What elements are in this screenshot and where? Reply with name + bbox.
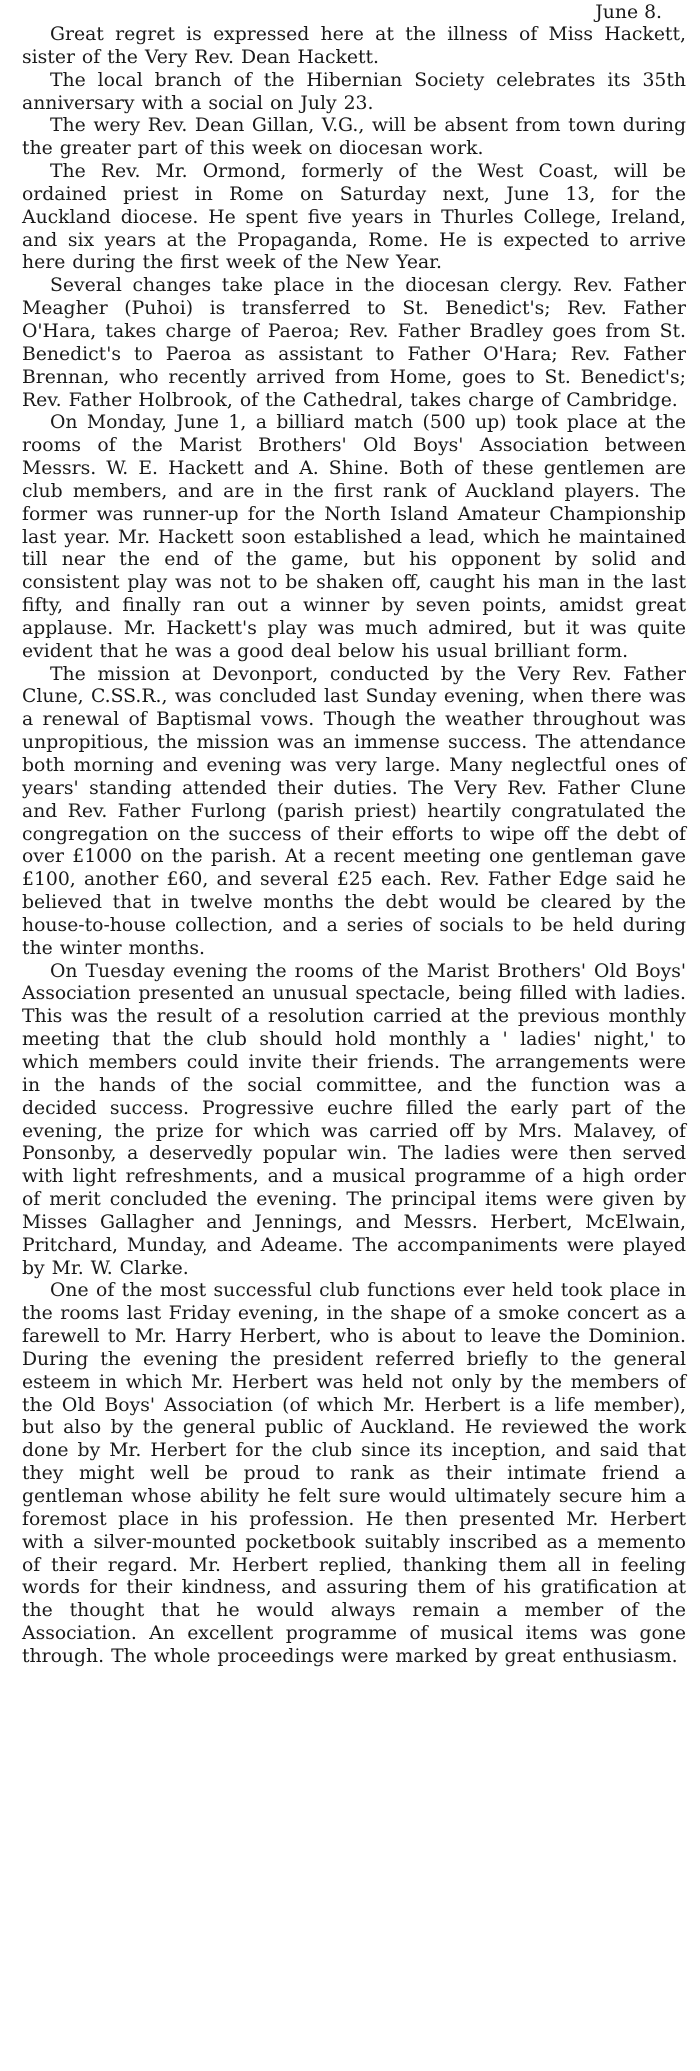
paragraph-clergy-changes: Several changes take place in the diocesan clergy. Rev. Father Meagher (Puhoi) is transferred to St. Benedict's; Rev. Father O'Hara, takes charge of Paeroa; Rev. Father Bradley goes from St. Benedict's to Paeroa as assistant to Father O'Hara; Rev. Father Brennan, who recently arrived from Home, goes to St. Benedict's; Rev. Father Holbrook, of the Cathedral, takes charge of Cambridge.	[22, 275, 686, 411]
paragraph-hibernian-society: The local branch of the Hibernian Society celebrates its 35th anniversary with a social on July 23.	[22, 69, 686, 114]
paragraph-rev-ormond: The Rev. Mr. Ormond, formerly of the West Coast, will be ordained priest in Rome on Saturday next, June 13, for the Auckland diocese. He spent five years in Thurles College, Ireland, and six years at the Propaganda, Rome. He is expected to arrive here during the first week of the New Year.	[22, 161, 686, 274]
paragraph-billiard-match: On Monday, June 1, a billiard match (500 up) took place at the rooms of the Marist Brothers' Old Boys' Association between Messrs. W. E. Hackett and A. Shine. Both of these gentlemen are club members, and are in the first rank of Auckland players. The former was runner-up for the North Island Amateur Championship last year. Mr. Hackett soon established a lead, which he maintained till near the end of the game, but his opponent by solid and consistent play was not to be shaken off, caught his man in the last fifty, and finally ran out a winner by seven points, amidst great applause. Mr. Hackett's play was much admired, but it was quite evident that he was a good deal below his usual brilliant form.	[22, 412, 686, 662]
dateline: June 8.	[595, 2, 662, 23]
paragraph-devonport-mission: The mission at Devonport, conducted by the Very Rev. Father Clune, C.SS.R., was concluded last Sunday evening, when there was a renewal of Baptismal vows. Though the weather throughout was unpropitious, the mission was an immense success. The attendance both morning and evening was very large. Many neglectful ones of years' standing attended their duties. The Very Rev. Father Clune and Rev. Father Furlong (parish priest) heartily congratulated the congregation on the success of their efforts to wipe off the debt of over £1000 on the parish. At a recent meeting one gentleman gave £100, another £60, and several £25 each. Rev. Father Edge said he believed that in twelve months the debt would be cleared by the house-to-house collection, and a series of socials to be held during the winter months.	[22, 663, 686, 959]
paragraph-ladies-night: On Tuesday evening the rooms of the Marist Brothers' Old Boys' Association presented an unusual spectacle, being filled with ladies. This was the result of a resolution carried at the previous monthly meeting that the club should hold monthly a ' ladies' night,' to which members could invite their friends. The arrangements were in the hands of the social committee, and the function was a decided success. Progressive euchre filled the early part of the evening, the prize for which was carried off by Mrs. Malavey, of Ponsonby, a deservedly popular win. The ladies were then served with light refreshments, and a musical programme of a high order of merit concluded the evening. The principal items were given by Misses Gallagher and Jennings, and Messrs. Herbert, McElwain, Pritchard, Munday, and Adeame. The accompaniments were played by Mr. W. Clarke.	[22, 960, 686, 1279]
paragraph-hackett-illness: Great regret is expressed here at the illness of Miss Hackett, sister of the Very Rev. Dean Hackett.	[22, 24, 686, 68]
paragraph-herbert-farewell: One of the most successful club functions ever held took place in the rooms last Friday evening, in the shape of a smoke concert as a farewell to Mr. Harry Herbert, who is about to leave the Dominion. During the evening the president referred briefly to the general esteem in which Mr. Herbert was held not only by the members of the Old Boys' Association (of which Mr. Herbert is a life member), but also by the general public of Auckland. He reviewed the work done by Mr. Herbert for the club since its inception, and said that they might well be proud to rank as their intimate friend a gentleman whose ability he felt sure would ultimately secure him a foremost place in his profession. He then presented Mr. Herbert with a silver-mounted pocketbook suitably inscribed as a memento of their regard. Mr. Herbert replied, thanking them all in feeling words for their kindness, and assuring them of his gratification at the thought that he would always remain a member of the Association. An excellent programme of musical items was gone through. The whole proceedings were marked by great enthusiasm.	[22, 1280, 686, 1667]
paragraph-dean-gillan: The wery Rev. Dean Gillan, V.G., will be absent from town during the greater part of this week on diocesan work.	[22, 115, 686, 160]
